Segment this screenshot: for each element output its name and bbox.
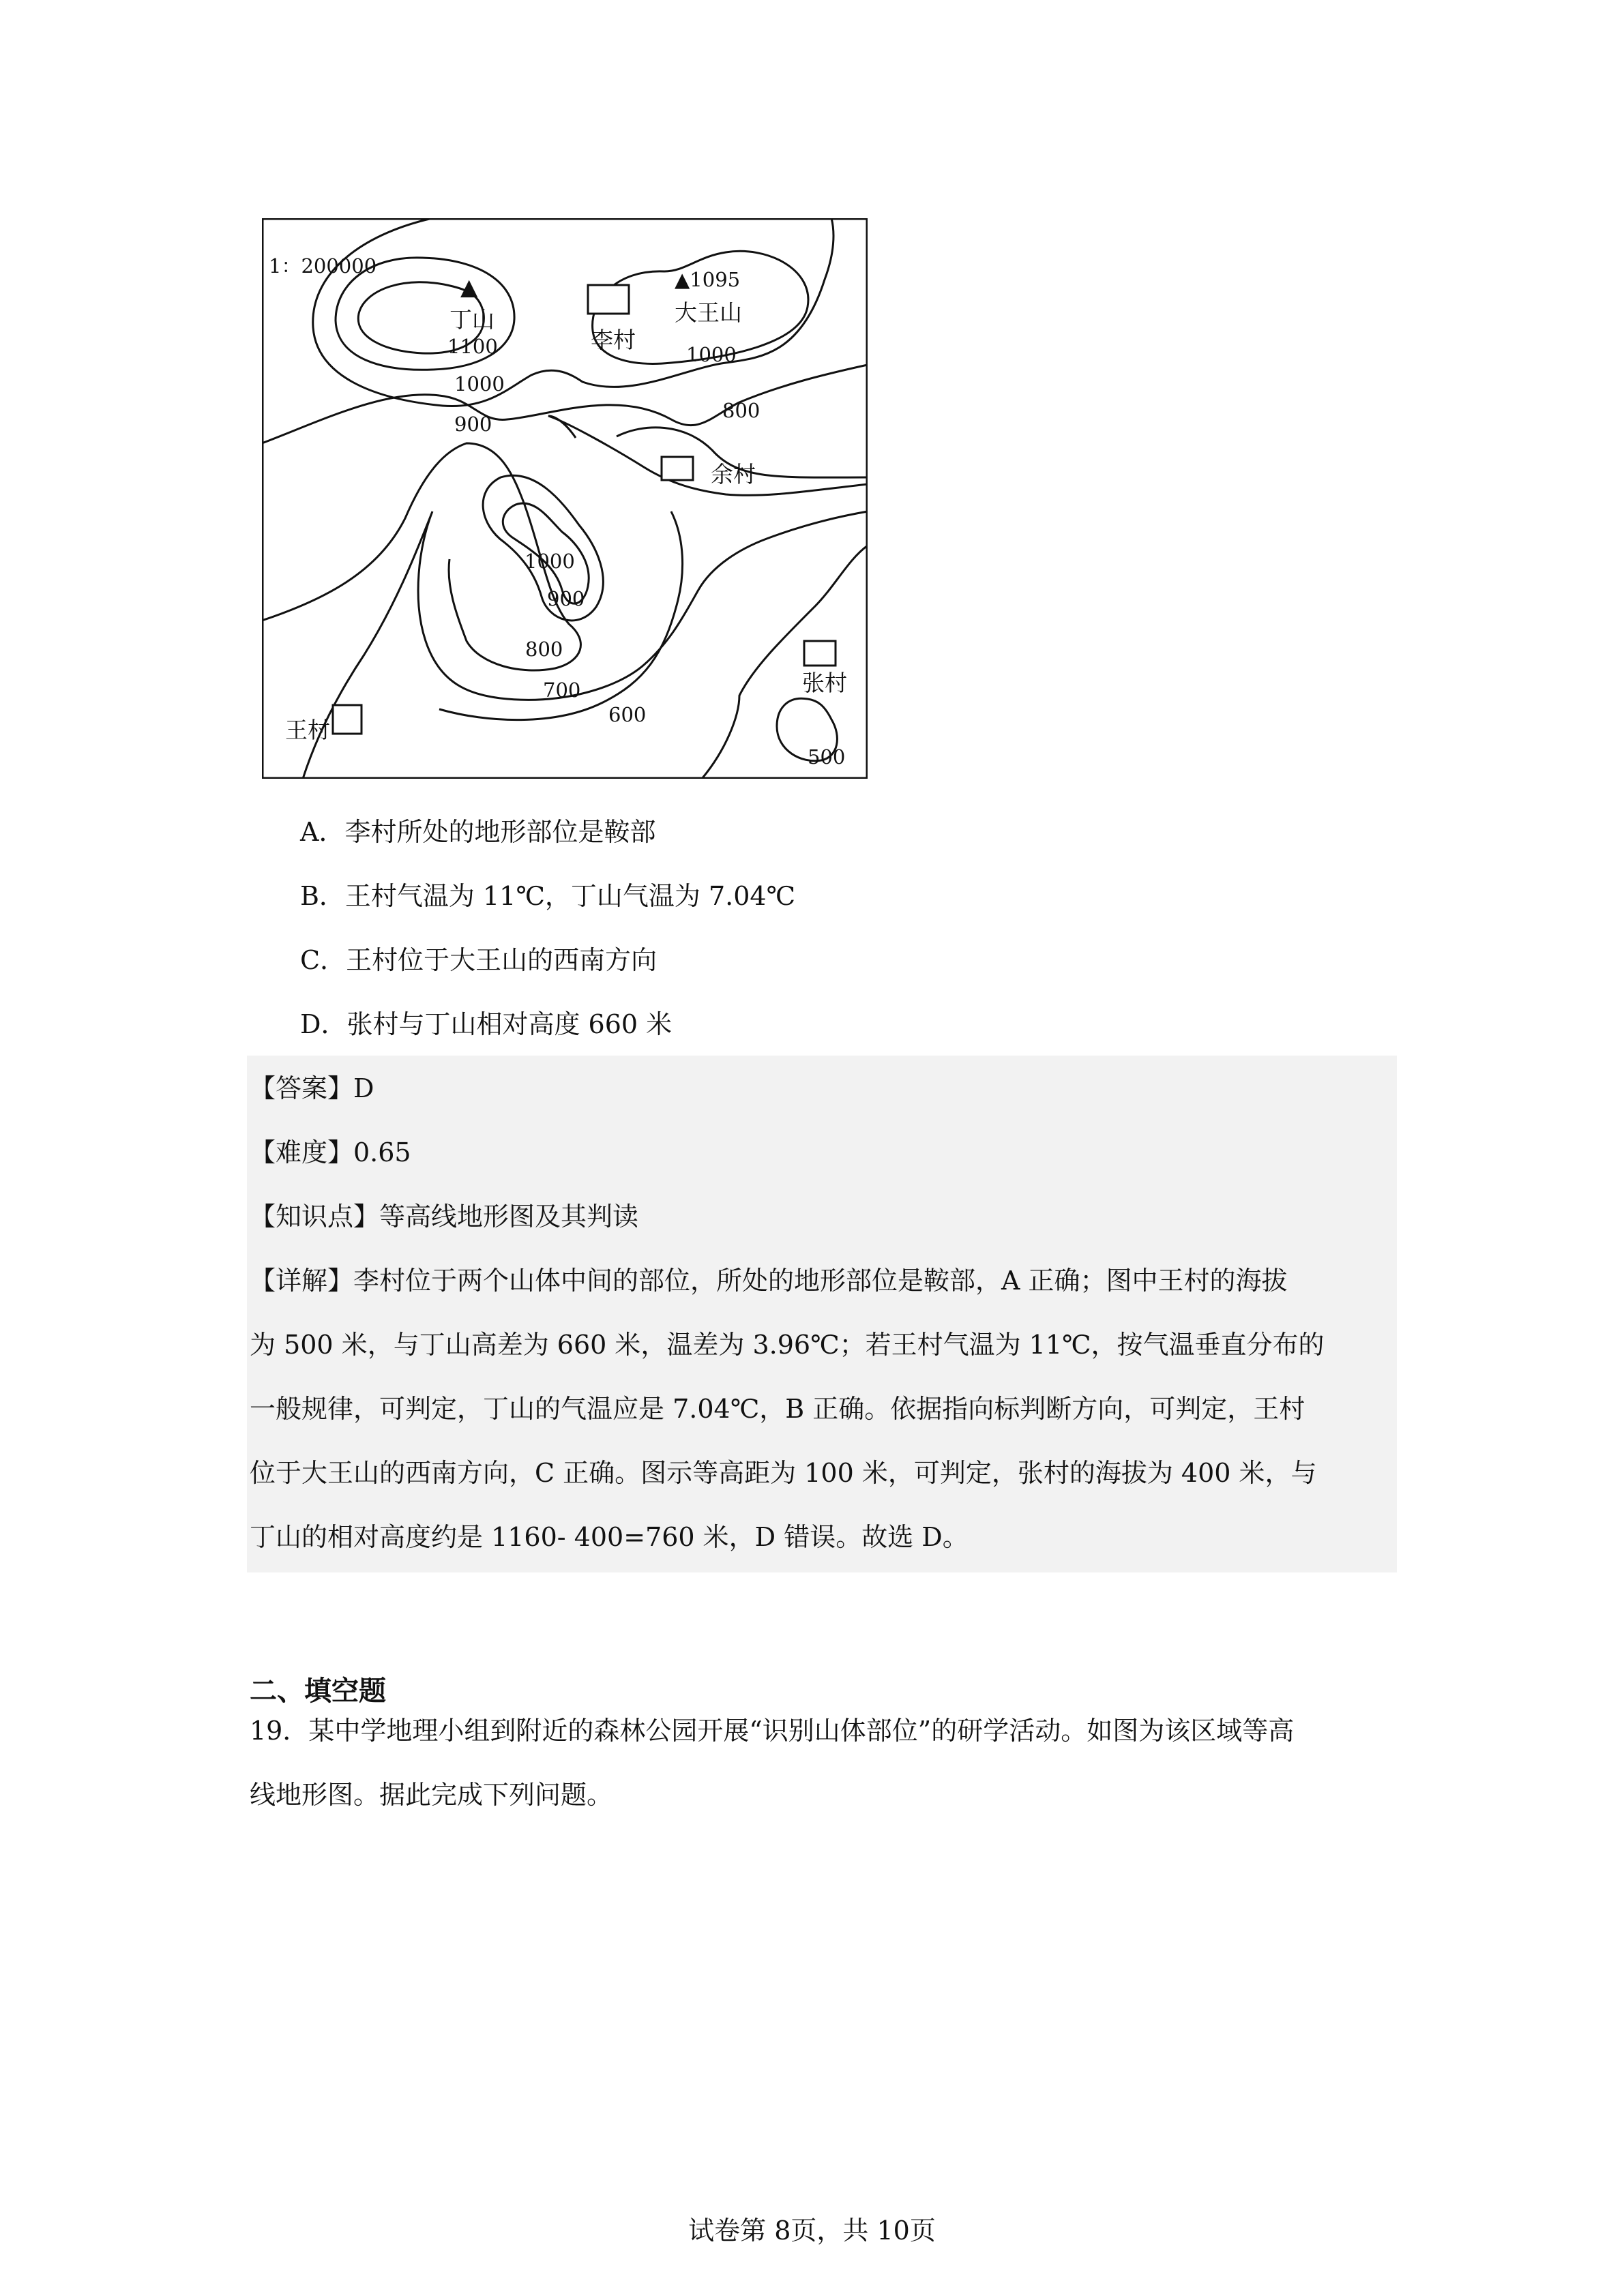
question-19-line-2: 线地形图。据此完成下列问题。	[250, 1780, 613, 1810]
licun-marker	[588, 285, 629, 314]
question-19-line-1: 19．某中学地理小组到附近的森林公园开展“识别山体部位”的研学活动。如图为该区域等高	[250, 1716, 1295, 1746]
dingshan-summit-icon: ▲	[460, 273, 478, 300]
contour-label-1000-left: 1000	[454, 372, 505, 396]
difficulty-line: 【难度】0.65	[250, 1137, 411, 1167]
contour-label-1100: 1100	[447, 335, 498, 358]
contour-map-svg	[262, 218, 868, 779]
label-wangcun: 王村	[285, 717, 330, 743]
option-c: C．王村位于大王山的西南方向	[300, 945, 658, 975]
label-dingshan: 丁山	[449, 306, 494, 333]
map-scale: 1：200000	[269, 254, 377, 278]
label-yucun: 余村	[711, 461, 756, 488]
option-a: A．李村所处的地形部位是鞍部	[300, 817, 656, 847]
contour-label-600: 600	[608, 703, 647, 726]
label-dawangshan: 大王山	[675, 299, 742, 326]
section-title: 二、填空题	[250, 1675, 386, 1707]
detail-line-3: 一般规律，可判定，丁山的气温应是 7.04℃，B 正确。依据指向标判断方向，可判定，王村	[250, 1394, 1305, 1424]
contour-label-800-top: 800	[722, 399, 761, 422]
detail-line-5: 丁山的相对高度约是 1160- 400=760 米，D 错误。故选 D。	[250, 1522, 969, 1552]
answer-line: 【答案】D	[250, 1073, 374, 1103]
zhangcun-marker	[804, 641, 836, 666]
option-b: B．王村气温为 11℃，丁山气温为 7.04℃	[300, 881, 796, 911]
detail-line-2: 为 500 米，与丁山高差为 660 米，温差为 3.96℃；若王村气温为 11℃，按气温垂直分布的	[250, 1330, 1325, 1360]
contour-label-900-left: 900	[454, 413, 492, 436]
option-d: D．张村与丁山相对高度 660 米	[300, 1009, 673, 1039]
knowledge-point-line: 【知识点】等高线地形图及其判读	[250, 1202, 639, 1232]
answer-explanation-block	[247, 1056, 1397, 1572]
detail-line-4: 位于大王山的西南方向，C 正确。图示等高距为 100 米，可判定，张村的海拔为 400 米，与	[250, 1458, 1317, 1488]
contour-label-800-bottom: 800	[525, 638, 563, 661]
label-peak-1095: ▲1095	[675, 268, 741, 291]
contour-label-900-mid: 900	[547, 587, 585, 610]
contour-map	[262, 218, 868, 779]
contour-label-1000-mid: 1000	[525, 550, 575, 573]
page-footer: 试卷第 8页，共 10页	[688, 2216, 936, 2246]
yucun-marker	[662, 457, 693, 480]
wangcun-marker	[333, 705, 361, 734]
contour-label-500: 500	[808, 745, 846, 769]
label-licun: 李村	[591, 327, 636, 353]
detail-line-1: 【详解】李村位于两个山体中间的部位，所处的地形部位是鞍部，A 正确；图中王村的海拔	[250, 1266, 1288, 1296]
contour-label-1000-right: 1000	[686, 343, 737, 366]
contour-label-700: 700	[543, 679, 581, 702]
label-zhangcun: 张村	[802, 670, 847, 696]
